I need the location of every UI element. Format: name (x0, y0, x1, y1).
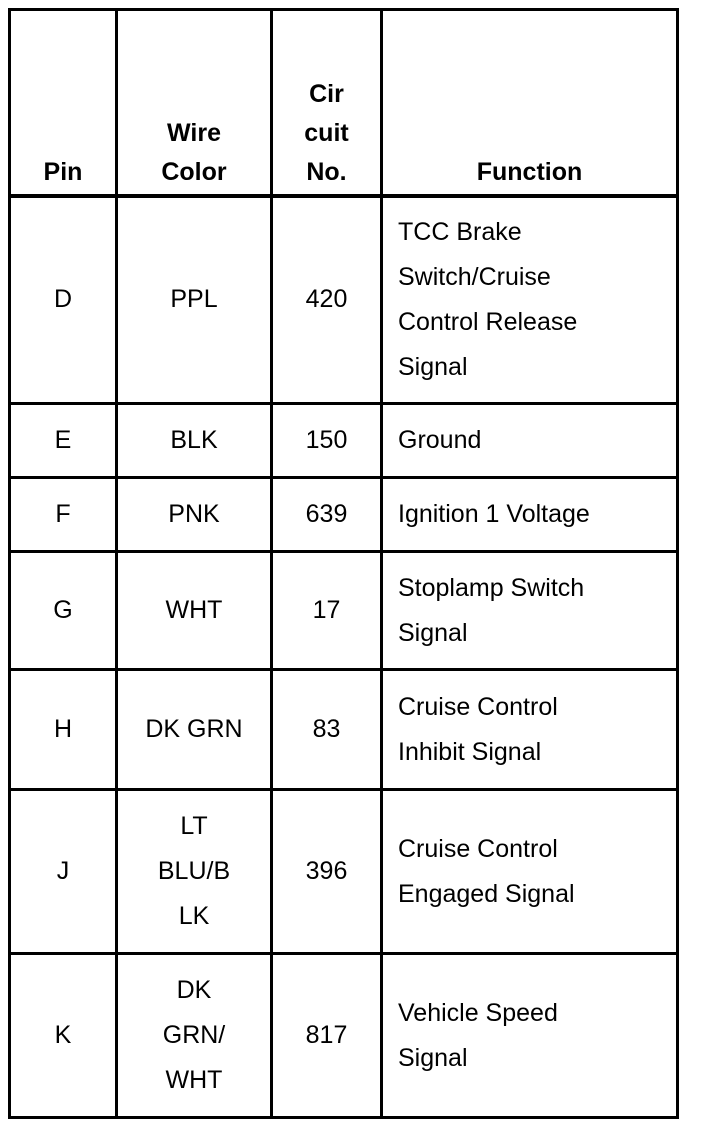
cell-pin: D (10, 196, 117, 404)
header-wire-color: Wire Color (117, 10, 272, 196)
cell-wire-color: PNK (117, 478, 272, 552)
table-row (10, 790, 678, 954)
table-row (10, 404, 678, 478)
table-row (10, 670, 678, 790)
table-row (10, 478, 678, 552)
cell-pin: H (10, 670, 117, 790)
header-function: Function (382, 10, 678, 196)
cell-function: Cruise Control Inhibit Signal (382, 670, 678, 790)
cell-pin: E (10, 404, 117, 478)
cell-function: Ignition 1 Voltage (382, 478, 678, 552)
cell-wire-color: DK GRN/ WHT (117, 954, 272, 1118)
cell-function: TCC Brake Switch/Cruise Control Release Signal (382, 196, 678, 404)
cell-function: Stoplamp Switch Signal (382, 552, 678, 670)
cell-pin: J (10, 790, 117, 954)
cell-function: Ground (382, 404, 678, 478)
cell-wire-color: WHT (117, 552, 272, 670)
cell-wire-color: LT BLU/B LK (117, 790, 272, 954)
cell-circuit: 817 (272, 954, 382, 1118)
cell-function: Cruise Control Engaged Signal (382, 790, 678, 954)
cell-circuit: 639 (272, 478, 382, 552)
cell-circuit: 396 (272, 790, 382, 954)
table-row (10, 552, 678, 670)
cell-pin: K (10, 954, 117, 1118)
table-row (10, 954, 678, 1118)
table-header-row (10, 10, 678, 196)
cell-circuit: 17 (272, 552, 382, 670)
cell-circuit: 420 (272, 196, 382, 404)
cell-wire-color: DK GRN (117, 670, 272, 790)
header-circuit-no: Cir cuit No. (272, 10, 382, 196)
connector-pinout-table (8, 8, 679, 1119)
cell-wire-color: PPL (117, 196, 272, 404)
cell-pin: F (10, 478, 117, 552)
cell-circuit: 150 (272, 404, 382, 478)
cell-pin: G (10, 552, 117, 670)
table-row (10, 196, 678, 404)
cell-circuit: 83 (272, 670, 382, 790)
cell-function: Vehicle Speed Signal (382, 954, 678, 1118)
cell-wire-color: BLK (117, 404, 272, 478)
header-pin: Pin (10, 10, 117, 196)
